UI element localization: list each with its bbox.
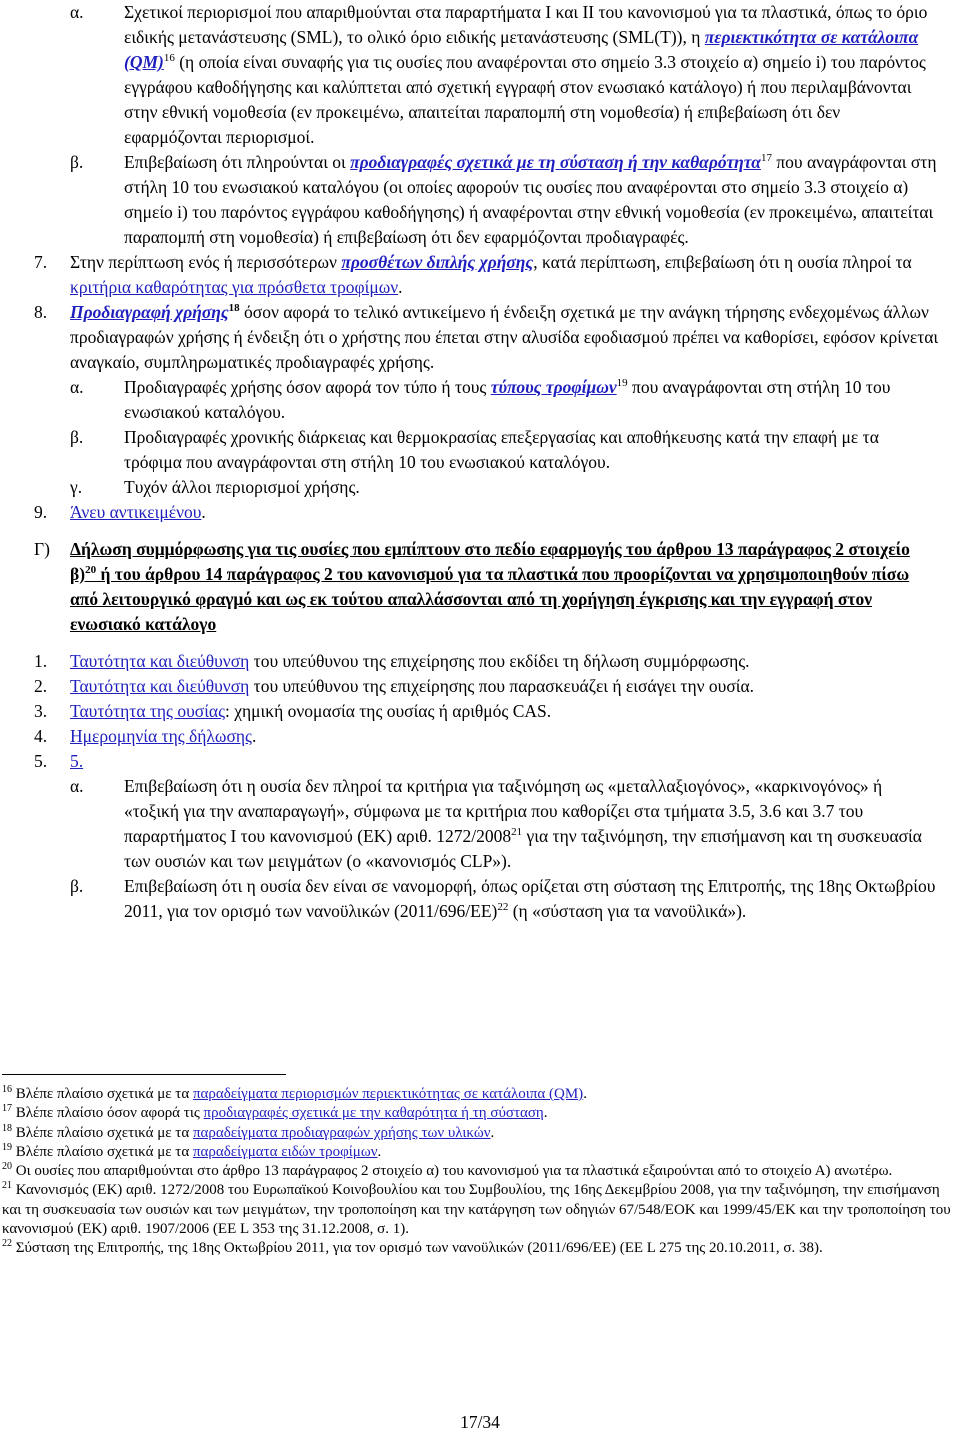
item-label: 2. xyxy=(34,676,48,696)
item-text: για την ταξινόμηση, την επισήμανση και τη συσκευασία των ουσιών και των μειγμάτων (ο «κανονισμός CLP»). xyxy=(124,826,922,871)
link-substance-identity[interactable]: Ταυτότητα της ουσίας xyxy=(70,701,226,721)
item-label: 5. xyxy=(34,751,48,771)
link-declaration-date[interactable]: Ημερομηνία της δήλωσης xyxy=(70,726,252,746)
link-composition-purity-specs[interactable]: προδιαγραφές σχετικά με τη σύσταση ή την καθαρότητα xyxy=(350,152,761,172)
item-text: Επιβεβαίωση ότι η ουσία δεν πληροί τα κριτήρια για ταξινόμηση ως «μεταλλαξιογόνος», «καρκινογόνος» ή «τοξική για την αναπαραγωγή», σύμφωνα με τα κριτήρια που καθορίζει στα τμήματα 3.5, 3.6 και 3.7 του παραρτήματος Ι του κανονισμού (ΕΚ) αριθ. 1272/2008 xyxy=(124,776,883,846)
link-identity-address[interactable]: Ταυτότητα και διεύθυνση xyxy=(70,651,250,671)
item-g1 xyxy=(0,649,960,674)
item-g5b-nanoform xyxy=(0,874,960,924)
item-text: , κατά περίπτωση, επιβεβαίωση ότι η ουσία πληροί τα xyxy=(533,252,912,272)
footnote-text: . xyxy=(490,1124,495,1141)
item-text: του υπεύθυνου της επιχείρησης που εκδίδει τη δήλωση συμμόρφωσης. xyxy=(249,651,750,671)
footnote-text: Βλέπε πλαίσιο όσον αφορά τις xyxy=(12,1105,204,1122)
item-g4 xyxy=(0,724,960,749)
footnotes xyxy=(0,1074,960,1259)
footnote-text: . xyxy=(583,1086,587,1102)
section-title: Δήλωση συμμόρφωσης για τις ουσίες που εμπίπτουν στο πεδίο εφαρμογής του άρθρου 13 παράγραφος 2 στοιχείο β) xyxy=(70,539,910,584)
item-text: όσον αφορά το τελικό αντικείμενο ή ένδειξη σχετικά με την ανάγκη τήρησης ενδεχομένως άλλων προδιαγραφών χρήσης ή ένδειξη ότι ο χρήστης που έπεται στην αλυσίδα εφοδιασμού πρέπει να καθορίσει, εφόσον κρίνεται αναγκαίο, συμπληρωματικές προδιαγραφές χρήσης. xyxy=(70,302,939,372)
item-text: (η οποία είναι συναφής για τις ουσίες που αναφέρονται στο σημείο 3.3 στοιχείο α) σημείο i) του παρόντος εγγράφου καθοδήγησης και καλύπτεται από σχετική εγγραφή στον ενωσιακό κατάλογο) ή που περιλαμβάνονται στην εθνική νομοθεσία (εν προκειμένω, απαιτείται παραπομπή στη νομοθεσία) ή επιβεβαίωση ότι δεν εφαρμόζονται περιορισμοί. xyxy=(124,52,926,147)
item-8c-other-restrictions xyxy=(0,475,960,500)
item-label: β. xyxy=(70,152,84,172)
footnote-link[interactable]: παραδείγματα περιορισμών περιεκτικότητας σε κατάλοιπα (QM) xyxy=(192,1086,584,1102)
link-item-5[interactable]: 5. xyxy=(70,751,84,771)
item-text: Σχετικοί περιορισμοί που απαριθμούνται στα παραρτήματα Ι και ΙΙ του κανονισμού για τα πλαστικά, όπως το όριο ειδικής μετανάστευσης (SML), το ολικό όριο ειδικής μετανάστευσης (SML(T)), η xyxy=(124,2,928,47)
section-g-heading xyxy=(0,537,960,637)
item-label: 1. xyxy=(34,651,48,671)
item-text: : χημική ονομασία της ουσίας ή αριθμός CAS. xyxy=(225,701,552,721)
footnote-number: 17 xyxy=(2,1103,12,1115)
item-text: του υπεύθυνου της επιχείρησης που παρασκευάζει ή εισάγει την ουσία. xyxy=(249,676,755,696)
link-dual-use-additives[interactable]: προσθέτων διπλής χρήσης xyxy=(341,252,534,272)
footnote-number: 20 xyxy=(2,1161,12,1173)
item-label: 8. xyxy=(34,302,48,322)
footnote-text: Κανονισμός (ΕΚ) αριθ. 1272/2008 του Ευρωπαϊκού Κοινοβουλίου και του Συμβουλίου, της 16ης Δεκεμβρίου 2008, για την ταξινόμηση, την επισήμανση και τη συσκευασία των ουσιών και των μειγμάτων, την τροποποίηση και την κατάργηση των οδηγιών 67/548/ΕΟΚ και 1999/45/ΕΚ και την τροποποίηση του κανονισμού (ΕΚ) αριθ. 1907/2006 (ΕΕ L 353 της 31.12.2008, σ. 1). xyxy=(2,1182,951,1238)
footnote-number: 19 xyxy=(2,1141,12,1153)
item-g2 xyxy=(0,674,960,699)
footnote-16 xyxy=(0,1085,960,1104)
item-label: 7. xyxy=(34,252,48,272)
item-label: γ. xyxy=(70,477,83,497)
item-g3 xyxy=(0,699,960,724)
item-9-not-applicable xyxy=(0,500,960,525)
footnote-link[interactable]: παραδείγματα ειδών τροφίμων xyxy=(192,1143,378,1160)
footnote-text: Σύσταση της Επιτροπής, της 18ης Οκτωβρίου 2011, για τον ορισμό των νανοϋλικών (2011/696/ΕΕ) (ΕΕ L 275 της 20.10.2011, σ. 38). xyxy=(12,1240,823,1257)
footnote-number: 16 xyxy=(2,1084,12,1095)
item-label: β. xyxy=(70,876,84,896)
item-text: Επιβεβαίωση ότι η ουσία δεν είναι σε νανομορφή, όπως ορίζεται στη σύσταση της Επιτροπής, της 18ης Οκτωβρίου 2011, για τον ορισμό των νανοϋλικών (2011/696/ΕΕ) xyxy=(124,876,936,921)
item-text: . xyxy=(251,726,257,746)
footnote-20 xyxy=(0,1162,960,1181)
item-7-dual-use xyxy=(0,250,960,300)
item-text: Τυχόν άλλοι περιορισμοί χρήσης. xyxy=(124,477,360,497)
footnote-text: Βλέπε πλαίσιο σχετικά με τα xyxy=(12,1124,193,1141)
item-label: α. xyxy=(70,377,84,397)
section-title: ή του άρθρου 14 παράγραφος 2 του κανονισμού για τα πλαστικά που προορίζονται να χρησιμοποιηθούν πίσω από λειτουργικό φραγμό και ως εκ τούτου απαλλάσσονται από τη χορήγηση έγκρισης και την εγγραφή στον ενωσιακό κατάλογο xyxy=(70,564,910,634)
item-8-use-specification xyxy=(0,300,960,375)
footnote-text: Βλέπε πλαίσιο σχετικά με τα xyxy=(12,1086,193,1102)
item-a-restrictions xyxy=(0,0,960,150)
item-b-purity xyxy=(0,150,960,250)
footnote-ref-18[interactable]: 18 xyxy=(228,302,240,315)
footnote-ref-22[interactable]: 22 xyxy=(497,901,509,914)
footnote-number: 21 xyxy=(2,1180,12,1192)
footnote-text: . xyxy=(377,1143,382,1160)
footnote-ref-21[interactable]: 21 xyxy=(511,826,523,839)
footnote-22 xyxy=(0,1239,960,1258)
item-text: Προδιαγραφές χρήσης όσον αφορά τον τύπο ή τους xyxy=(124,377,491,397)
item-g5a-cmr xyxy=(0,774,960,874)
link-identity-address[interactable]: Ταυτότητα και διεύθυνση xyxy=(70,676,250,696)
link-residual-content-qm[interactable]: περιεκτικότητα σε κατάλοιπα (QM) xyxy=(124,27,919,72)
item-text: Επιβεβαίωση ότι πληρούνται οι xyxy=(124,152,351,172)
item-text: . xyxy=(201,502,206,522)
item-g5 xyxy=(0,749,960,774)
item-text: Στην περίπτωση ενός ή περισσότερων xyxy=(70,252,342,272)
footnote-number: 18 xyxy=(2,1122,12,1134)
item-label: α. xyxy=(70,776,84,796)
link-not-applicable[interactable]: Άνευ αντικειμένου xyxy=(70,502,202,522)
link-purity-criteria[interactable]: κριτήρια καθαρότητας για πρόσθετα τροφίμων xyxy=(70,277,399,297)
item-8b-time-temperature xyxy=(0,425,960,475)
item-text: Προδιαγραφές χρονικής διάρκειας και θερμοκρασίας επεξεργασίας και αποθήκευσης κατά την επαφή με τα τρόφιμα που αναγράφονται στη στήλη 10 του ενωσιακού καταλόγου. xyxy=(124,427,879,472)
link-use-specification[interactable]: Προδιαγραφή χρήσης xyxy=(70,302,229,322)
footnote-21 xyxy=(0,1181,960,1239)
footnote-ref-17[interactable]: 17 xyxy=(760,152,772,165)
footnote-ref-20[interactable]: 20 xyxy=(85,564,97,577)
item-8a-food-types xyxy=(0,375,960,425)
section-label: Γ) xyxy=(34,539,50,559)
footnote-18 xyxy=(0,1124,960,1143)
footnote-ref-16[interactable]: 16 xyxy=(163,52,175,65)
footnote-text: . xyxy=(543,1105,548,1122)
item-text: που αναγράφονται στη στήλη 10 του ενωσιακού καταλόγου. xyxy=(124,377,891,422)
item-label: 3. xyxy=(34,701,48,721)
footnote-separator xyxy=(2,1074,286,1075)
item-text: (η «σύσταση για τα νανοϋλικά»). xyxy=(508,901,747,921)
footnote-19 xyxy=(0,1143,960,1162)
item-label: β. xyxy=(70,427,84,447)
item-text: που αναγράφονται στη στήλη 10 του ενωσιακού καταλόγου (οι οποίες αφορούν τις ουσίες που αναφέρονται στο σημείο 3.3 στοιχείο α) σημείο i) του παρόντος εγγράφου καθοδήγησης) ή αναφέρονται στην εθνική νομοθεσία (εν προκειμένω, απαιτείται παραπομπή στη νομοθεσία) ή επιβεβαίωση ότι δεν εφαρμόζονται προδιαγραφές. xyxy=(124,152,937,247)
link-food-types[interactable]: τύπους τροφίμων xyxy=(490,377,617,397)
footnote-17 xyxy=(0,1104,960,1123)
item-label: 4. xyxy=(34,726,48,746)
footnote-text: Βλέπε πλαίσιο σχετικά με τα xyxy=(12,1143,193,1160)
footnote-number: 22 xyxy=(2,1238,12,1250)
item-label: 9. xyxy=(34,502,48,522)
footnote-ref-19[interactable]: 19 xyxy=(616,377,628,390)
item-label: α. xyxy=(70,2,84,22)
footnote-link[interactable]: παραδείγματα προδιαγραφών χρήσης των υλικών xyxy=(192,1124,491,1141)
footnote-text: Οι ουσίες που απαριθμούνται στο άρθρο 13 παράγραφος 2 στοιχείο α) του κανονισμού για τα πλαστικά εξαιρούνται από το στοιχείο Α) ανωτέρω. xyxy=(12,1163,893,1180)
item-text: . xyxy=(398,277,403,297)
page-number: 17/34 xyxy=(460,1412,500,1432)
footnote-link[interactable]: προδιαγραφές σχετικά με την καθαρότητα ή τη σύσταση xyxy=(203,1105,544,1122)
